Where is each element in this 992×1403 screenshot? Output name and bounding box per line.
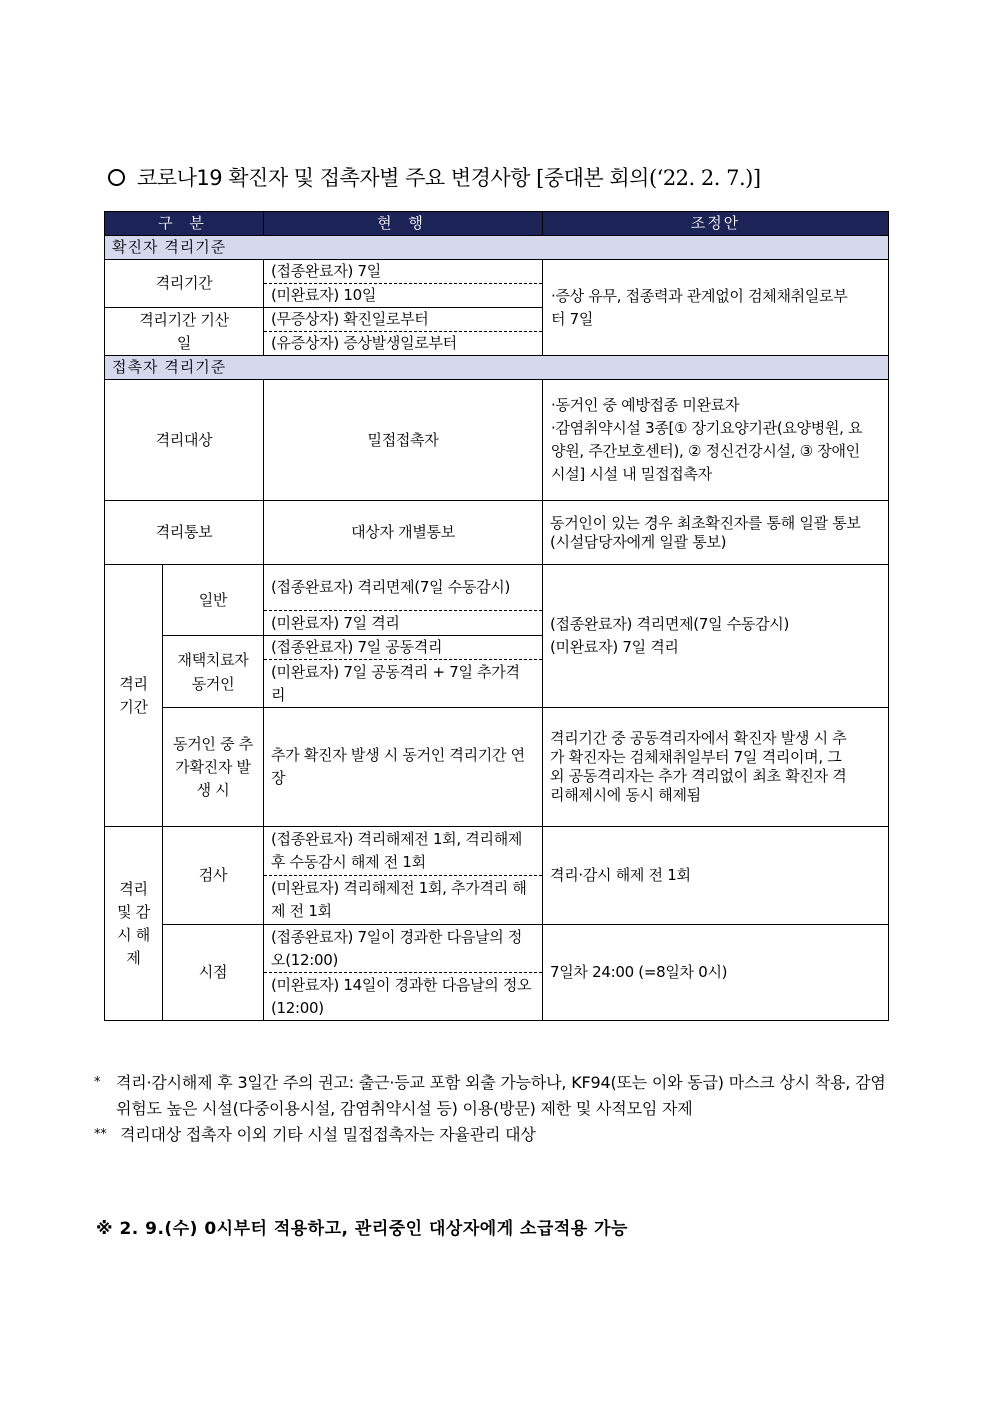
page-title xyxy=(108,162,898,192)
row-label-test: 검사 xyxy=(163,827,264,925)
footnote-mark: * xyxy=(94,1075,101,1090)
header-adjusted: 조정안 xyxy=(543,212,889,236)
list-item: (접종완료자) 격리면제(7일 수동감시) xyxy=(550,615,790,633)
row-label-notice: 격리통보 xyxy=(105,501,264,565)
footnote xyxy=(94,1122,900,1148)
cell-text xyxy=(543,565,889,708)
section-confirmed: 확진자 격리기준 xyxy=(105,236,889,260)
header-current: 현 행 xyxy=(264,212,543,236)
circle-bullet-icon xyxy=(108,169,125,186)
cell-text: 격리·감시 해제 전 1회 xyxy=(543,827,889,925)
header-category: 구 분 xyxy=(105,212,264,236)
cell-text: (미완료자) 10일 xyxy=(264,284,543,308)
cell-text: (유증상자) 증상발생일로부터 xyxy=(264,332,543,356)
footnote xyxy=(94,1070,900,1122)
cell-text: (미완료자) 7일 격리 xyxy=(264,611,543,636)
changes-table xyxy=(104,211,889,1021)
footnotes xyxy=(94,1070,900,1148)
cell-text: 격리기간 중 공동격리자에서 확진자 발생 시 추가 확진자는 검체채취일부터 7일 격리이며, 그 외 공동격리자는 추가 격리없이 최초 확진자 격리해제시에 동시 해제됨 xyxy=(543,708,889,827)
row-label-additional-case: 동거인 중 추가확진자 발생 시 xyxy=(163,708,264,827)
cell-text: (미완료자) 격리해제전 1회, 추가격리 해제 전 1회 xyxy=(264,876,543,925)
cell-text xyxy=(543,380,889,501)
cell-text: ·증상 유무, 접종력과 관계없이 검체채취일로부터 7일 xyxy=(543,260,889,356)
section-contacts: 접촉자 격리기준 xyxy=(105,356,889,380)
cell-text: 밀접접촉자 xyxy=(264,380,543,501)
footnote-text: 격리대상 접촉자 이외 기타 시설 밀접접촉자는 자율관리 대상 xyxy=(120,1125,536,1144)
title-main: 코로나19 확진자 및 접촉자별 주요 변경사항 xyxy=(137,166,530,190)
row-label-start-date: 격리기간 기산일 xyxy=(105,308,264,356)
title-meeting: [중대본 회의(‘22. 2. 7.)] xyxy=(536,166,761,190)
row-label-timing: 시점 xyxy=(163,925,264,1021)
row-label-target: 격리대상 xyxy=(105,380,264,501)
list-item: ·동거인 중 예방접종 미완료자 xyxy=(551,396,740,414)
row-label-home-care: 재택치료자 동거인 xyxy=(163,636,264,708)
cell-text: (접종완료자) 7일이 경과한 다음날의 정오(12:00) xyxy=(264,925,543,973)
cell-text: (미완료자) 7일 공동격리 + 7일 추가격리 xyxy=(264,660,543,708)
group-label-isolation-period: 격리 기간 xyxy=(105,565,163,827)
row-label-isolation-period: 격리기간 xyxy=(105,260,264,308)
cell-text: 대상자 개별통보 xyxy=(264,501,543,565)
cell-text: 추가 확진자 발생 시 동거인 격리기간 연장 xyxy=(264,708,543,827)
group-label-release: 격리 및 감시 해제 xyxy=(105,827,163,1021)
cell-text: (접종완료자) 7일 공동격리 xyxy=(264,636,543,660)
footnote-text: 격리·감시해제 후 3일간 주의 권고: 출근·등교 포함 외출 가능하나, KF94(또는 이와 동급) 마스크 상시 착용, 감염위험도 높은 시설(다중이용시설, 감염취약시설 등) 이용(방문) 제한 및 사적모임 자제 xyxy=(116,1073,886,1118)
cell-text: 동거인이 있는 경우 최초확진자를 통해 일괄 통보 (시설담당자에게 일괄 통보) xyxy=(543,501,889,565)
list-item: ·감염취약시설 3종[① 장기요양기관(요양병원, 요양원, 주간보호센터), ② 정신건강시설, ③ 장애인시설] 시설 내 밀접접촉자 xyxy=(551,419,863,483)
cell-text: (미완료자) 14일이 경과한 다음날의 정오(12:00) xyxy=(264,973,543,1021)
list-item: (미완료자) 7일 격리 xyxy=(550,638,679,656)
cell-text: (접종완료자) 격리면제(7일 수동감시) xyxy=(264,565,543,611)
cell-text: (무증상자) 확진일로부터 xyxy=(264,308,543,332)
effective-date-note: ※ 2. 9.(수) 0시부터 적용하고, 관리중인 대상자에게 소급적용 가능 xyxy=(96,1219,628,1239)
cell-text: (접종완료자) 격리해제전 1회, 격리해제후 수동감시 해제 전 1회 xyxy=(264,827,543,876)
cell-text: 7일차 24:00 (=8일차 0시) xyxy=(543,925,889,1021)
footnote-mark: ** xyxy=(94,1127,107,1142)
row-label-general: 일반 xyxy=(163,565,264,636)
cell-text: (접종완료자) 7일 xyxy=(264,260,543,284)
